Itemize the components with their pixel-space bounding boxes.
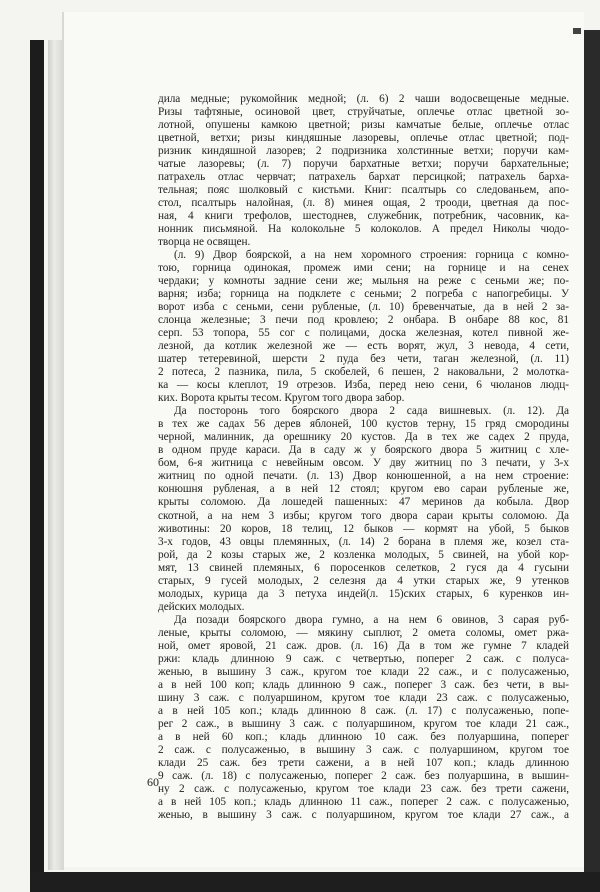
text-line: ной, омет яровой, 21 саж. дров. (л. 16) Да в том же гумне 7 кладей (158, 639, 569, 652)
text-line: дила медные; рукомойник медной; (л. 6) 2 чаши водосвещеные медные. (158, 93, 569, 105)
text-line: тельная; пояс шолковый с кистьми. Книг: псалтырь со следованьем, апо- (158, 184, 569, 197)
text-line: Да посторонь того боярского двора 2 сада вишневых. (л. 12). Да (174, 405, 569, 418)
text-line: 9 саж. (л. 18) с полусаженью, поперег 2 саж. без полуаршина, в вышин- (158, 769, 569, 782)
corner-mark (573, 28, 581, 34)
text-line: черной, малинник, да орешнику 20 кустов. Да в тех же садех 2 пруда, (158, 431, 569, 444)
text-line: ная, 4 книги трефолов, шестоднев, служебник, потребник, часовник, ка- (158, 210, 569, 223)
text-line: шину 3 саж. с полуаршином, кругом тое клади 23 саж. с полусаженью, (158, 691, 569, 704)
text-line: ржи: кладь длинною 9 саж. с четвертью, поперег 2 саж. с полуса- (158, 652, 569, 665)
text-line: чердаки; у комноты задние сени же; мыльня на реже с сеньми же; по- (158, 275, 569, 288)
text-line: шатер тетеревиной, шерсти 2 пуда без чети, таган железной, (л. 11) (158, 353, 569, 366)
page-stack-edge (48, 40, 64, 870)
text-line: стол, псалтырь налойная, (л. 8) минея ощая, 2 трооди, цветная да пос- (158, 197, 569, 210)
text-line: женью, в вышину 3 саж. с полуаршином, кругом тое клади 27 саж., а (158, 808, 569, 821)
text-line: а в ней 60 коп.; кладь длинною 10 саж. без полуаршина, поперег (158, 730, 569, 743)
scan-border-left (30, 40, 44, 875)
text-line: 2 потеса, 2 пазника, пила, 5 скобелей, 6 пешен, 2 наковальни, 2 молотка- (158, 366, 569, 379)
text-line: нонник письмяной. На колокольне 5 колоколов. А предел Николы чюдо- (158, 223, 569, 236)
text-line: чатые лазоревы; (л. 7) поручи бархатные ветхи; поручи бархательные; (158, 158, 569, 171)
text-line: конюшня рубленая, а в ней 12 стоял; кругом ево сараи рубленые же, (158, 483, 569, 496)
text-line: цветной, ветхи; ризы киндяшные лазоревы, оплечье отлас цветной; под- (158, 132, 569, 145)
text-line: житниц по одной печати. (л. 13) Двор конюшенной, а на нем строение: (158, 470, 569, 483)
text-line: скотной, а на нем 3 избы; кругом того двора сараи крыты соломою. Да (158, 509, 569, 522)
text-line: а в ней 100 коп; кладь длинною 9 саж., поперег 3 саж. без чети, в вы- (158, 678, 569, 691)
text-line: крыты соломою. Да лошедей пашенных: 47 меринов да кобыла. Двор (158, 496, 569, 509)
scan-border-right (584, 30, 600, 890)
body-text (158, 93, 569, 822)
text-line: в тех же садах 56 дерев яблоней, 100 кустов терну, 15 гряд смородины (158, 418, 569, 431)
text-line: 3-х годов, 43 овцы племянных, (л. 14) 2 борана в племя же, козел ста- (158, 535, 569, 548)
text-line: лезной, да котлик железной же — есть ворят, жул, 3 невода, 4 сети, (158, 340, 569, 353)
text-line: Да позади боярского двора гумно, а на нем 6 овинов, 3 сарая руб- (174, 613, 569, 626)
text-line: мят, 13 свиней племяных, 6 поросенков селетков, 2 гуся да 4 гусыни (158, 561, 569, 574)
text-line: ризник киндяшной лазорев; 2 подризника холстинные ветхи; поручи кам- (158, 145, 569, 158)
text-line: женью, в вышину 3 саж., кругом тое клади 22 саж., и с полусаженью, (158, 665, 569, 678)
text-line: творца не освящен. (158, 236, 251, 249)
text-line: бом, 6-я житница с невейным овсом. У дву житниц по 3 печати, у 3-х (158, 457, 569, 470)
text-line: Ризы тафтяные, осиновой цвет, струйчатые, оплечье отлас цветной зо- (158, 106, 569, 119)
text-line: а в ней 105 коп.; кладь длинною 11 саж., поперег 2 саж. с полусаженью, (158, 795, 569, 808)
scan-border-bottom (30, 872, 600, 892)
text-line: ка — косы клеплот, 19 отрезов. Изба, перед нею сени, 6 чюланов людц- (158, 379, 569, 392)
text-line: ких. Ворота крыты тесом. Кругом того двора забор. (158, 392, 405, 405)
text-line: леные, крыты соломою, — мякину сыплют, 2 омета соломы, омет ржа- (158, 626, 569, 639)
text-line: старых, 9 гусей молодых, 2 селезня да 4 утки старых же, 9 утенков (158, 574, 569, 587)
text-line: лотной, опушены камкою цветной; ризы камчатые белые, оплечье отлас (158, 119, 569, 132)
text-line: рой, да 2 козы старых же, 2 козленка молодых, 5 свиней, на убой кор- (158, 548, 569, 561)
text-line: в одном пруде караси. Да в саду ж у боярского двора 5 житниц с хле- (158, 444, 569, 457)
text-line: серп. 53 топора, 55 сог с полицами, доска железная, котел пивной же- (158, 327, 569, 340)
text-line: молодых, курица да 3 петуха индей(л. 15)ских старых, 6 куренков ин- (158, 587, 569, 600)
text-line: ну 2 саж. с полусаженью, кругом тое клади 23 саж. без трети сажени, (158, 782, 569, 795)
text-line: дейских молодых. (158, 600, 245, 613)
text-line: клади 25 саж. без трети сажени, а в ней 107 коп.; кладь длинною (158, 756, 569, 769)
page-number: 60 (147, 775, 159, 789)
text-line: а в ней 105 коп.; кладь длинною 8 саж. (л. 17) с полусаженью, попе- (158, 704, 569, 717)
text-line: рег 2 саж., в вышину 3 саж. с полуаршином, кругом тое клади 21 саж., (158, 717, 569, 730)
text-line: тою, горница одинокая, промеж ими сени; на горнице и на сенех (158, 262, 569, 275)
text-line: патрахель отлас червчат; патрахель бархат персицкой; патрахель барха- (158, 171, 569, 184)
text-line: 2 саж. с полусаженью, в вышину 3 саж. с полуаршином, кругом тое (158, 743, 569, 756)
text-line: слонца железные; 3 печи под кровлею; 2 онбара. В онбаре 88 кос, 81 (158, 314, 569, 327)
text-line: ворот изба с сеньми, сени рубленые, (л. 10) бревенчатые, да в ней 2 за- (158, 301, 569, 314)
text-line: (л. 9) Двор боярской, а на нем хоромного строения: горница с комно- (174, 249, 569, 262)
text-line: варня; изба; горница на подклете с сеньми; 2 погреба с напогребицы. У (158, 288, 569, 301)
text-line: животины: 20 коров, 18 телиц, 12 быков — кормят на убой, 5 быков (158, 522, 569, 535)
